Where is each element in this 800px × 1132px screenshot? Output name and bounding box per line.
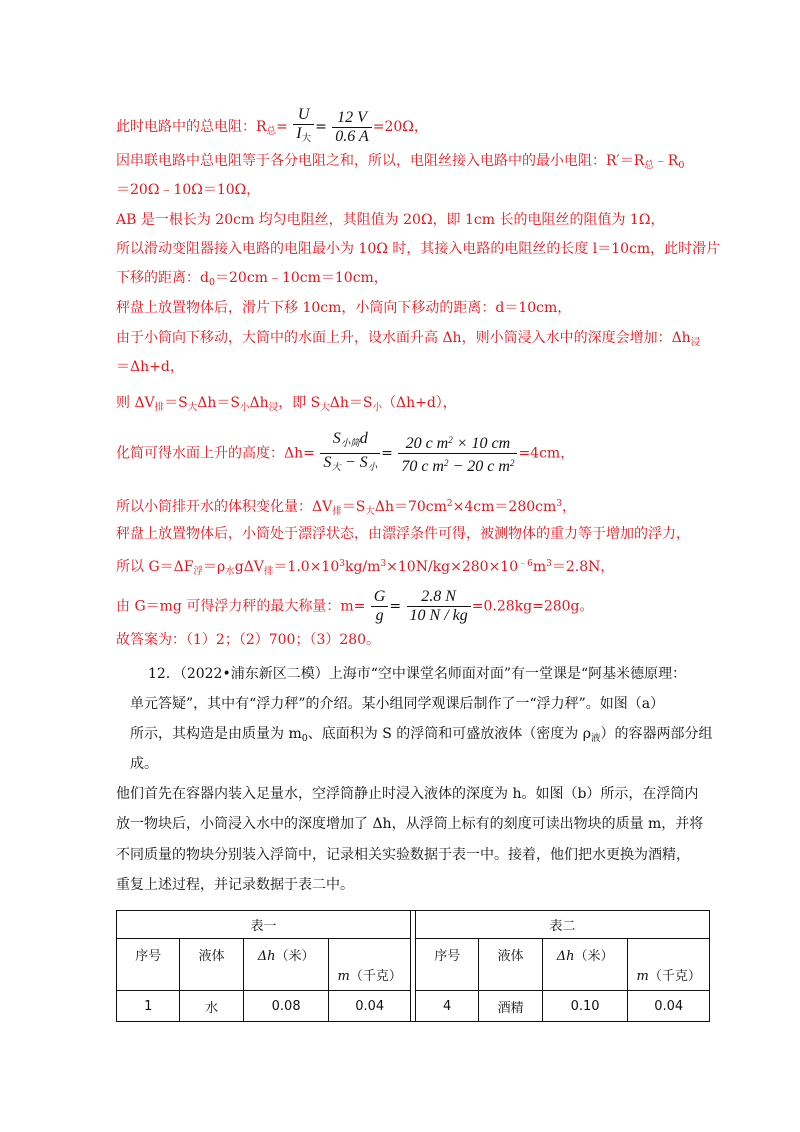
- question-line-7: 不同质量的物块分别装入浮筒中，记录相关实验数据于表一中。接着，他们把水更换为酒精，: [116, 847, 690, 863]
- solution-line-2: 因串联电路中总电阻等于各分电阻之和，所以，电阻丝接入电路中的最小电阻：$R'=R_总﹣R_0$: [116, 153, 685, 171]
- t2-cell-liquid: 酒精: [479, 991, 542, 1022]
- question-line-8: 重复上述过程，并记录数据于表二中。: [116, 877, 354, 893]
- solution-line-9: ＝Δh+d，: [116, 359, 184, 375]
- solution-line-6: 下移的距离：$d_0=20cm﹣10cm=10cm$，: [116, 270, 388, 288]
- t1-cell-dh: 0.08: [243, 991, 329, 1022]
- solution-line-total-resistance: 此时电路中的总电阻：$R_总=$ $\frac{U}{I_大}$ = $\frac{12 V}{0.6 A}$ =20Ω，: [116, 106, 428, 148]
- solution-line-12: 所以小筒排开水的体积变化量：$\Delta V_排=S_大\Delta h=70cm^2\times 4cm=280cm^3$，: [116, 499, 576, 517]
- fraction-area-values: $\frac{20 c m^2 \times 10 cm}{70 c m^2 - 20 c m^2}$: [398, 431, 517, 476]
- solution-line-10: 则 $\Delta V_排=S_大\Delta h=S_小\Delta h_浸$，即 $S_大\Delta h=S_小(\Delta h+d)$，: [116, 395, 457, 413]
- question-line-5: 他们首先在容器内装入足量水，空浮筒静止时浸入液体的深度为 h。如图（b）所示，在浮筒内: [116, 786, 699, 802]
- solution-line-11: 化简可得水面上升的高度：Δh= $\frac{S_{小筒}d}{S_大 - S_小}$ = $\frac{20 c m^2 \times 10 cm}{70 c m^2 - 20 c m^2}$ =4cm，: [116, 430, 575, 475]
- t1-header-liquid: 液体: [180, 939, 243, 991]
- solution-line-7: 秤盘上放置物体后，滑片下移 10cm，小筒向下移动的距离：d＝10cm，: [116, 300, 572, 316]
- t1-cell-m: 0.04: [329, 991, 411, 1022]
- t2-cell-dh: 0.10: [542, 991, 628, 1022]
- solution-line-15: 由 G＝mg 可得浮力秤的最大称量：m= $\frac{G}{g}$ = $\frac{2.8 N}{10 N / kg}$ =0.28kg=280g。: [116, 588, 594, 624]
- table1-title: 表一: [117, 911, 411, 939]
- t1-header-m: m（千克）: [329, 939, 411, 991]
- solution-line-4: AB 是一根长为 20cm 均匀电阻丝，其阻值为 20Ω，即 1cm 长的电阻丝的阻值为 1Ω，: [116, 212, 665, 228]
- answer-line: 故答案为：（1）2；（2）700；（3）280。: [116, 632, 381, 648]
- fraction-u-over-i: $\frac{U}{I_大}$: [293, 106, 314, 148]
- table2-title: 表二: [415, 911, 709, 939]
- data-table: [116, 910, 710, 1022]
- question-line-1: 12．（2022•浦东新区二模）上海市“空中课堂名师面对面”有一堂课是“阿基米德原理：: [148, 666, 687, 682]
- t2-header-index: 序号: [415, 939, 478, 991]
- question-line-2: 单元答疑”，其中有“浮力秤”的介绍。某小组同学观课后制作了一“浮力秤”。如图（a）: [130, 696, 665, 712]
- t1-cell-liquid: 水: [180, 991, 243, 1022]
- solution-line-13: 秤盘上放置物体后，小筒处于漂浮状态，由漂浮条件可得，被测物体的重力等于增加的浮力，: [116, 526, 690, 542]
- solution-line-8: 由于小筒向下移动，大筒中的水面上升，设水面升高 Δh，则小筒浸入水中的深度会增加：$\Delta h_浸$: [116, 330, 701, 348]
- t1-header-dh: Δh（米）: [243, 939, 329, 991]
- t2-cell-m: 0.04: [628, 991, 710, 1022]
- solution-line-14: 所以 $G=\Delta F_浮=\rho_水g\Delta V_排=1.0\times 10^3kg/m^3\times 10N/kg\times 280\times 10^{﹣6}m^3=2.8N$，: [116, 559, 615, 577]
- question-line-4: 成。: [130, 756, 158, 772]
- solution-line-3: ＝20Ω﹣10Ω＝10Ω，: [116, 182, 261, 198]
- fraction-12v-over-0.6a: $\frac{12 V}{0.6 A}$: [332, 109, 371, 146]
- t2-header-dh: Δh（米）: [542, 939, 628, 991]
- t2-header-liquid: 液体: [479, 939, 542, 991]
- fraction-2.8n-over-10nkg: $\frac{2.8 N}{10 N / kg}$: [407, 588, 471, 625]
- fraction-s-ratio: $\frac{S_{小筒}d}{S_大 - S_小}$: [320, 430, 380, 477]
- question-line-3: 所示，其构造是由质量为 $m_0$、底面积为 S 的浮筒和可盛放液体（密度为 $\rho_液$）的容器两部分组: [130, 726, 713, 744]
- t1-header-index: 序号: [117, 939, 180, 991]
- solution-line-5: 所以滑动变阻器接入电路的电阻最小为 10Ω 时，其接入电路的电阻丝的长度 l＝10cm，此时滑片: [116, 241, 721, 257]
- fraction-g-over-g: $\frac{G}{g}$: [371, 588, 389, 625]
- question-line-6: 放一物块后，小筒浸入水中的深度增加了 Δh，从浮筒上标有的刻度可读出物块的质量 m，并将: [116, 816, 704, 832]
- t2-header-m: m（千克）: [628, 939, 710, 991]
- t2-cell-index: 4: [415, 991, 478, 1022]
- t1-cell-index: 1: [117, 991, 180, 1022]
